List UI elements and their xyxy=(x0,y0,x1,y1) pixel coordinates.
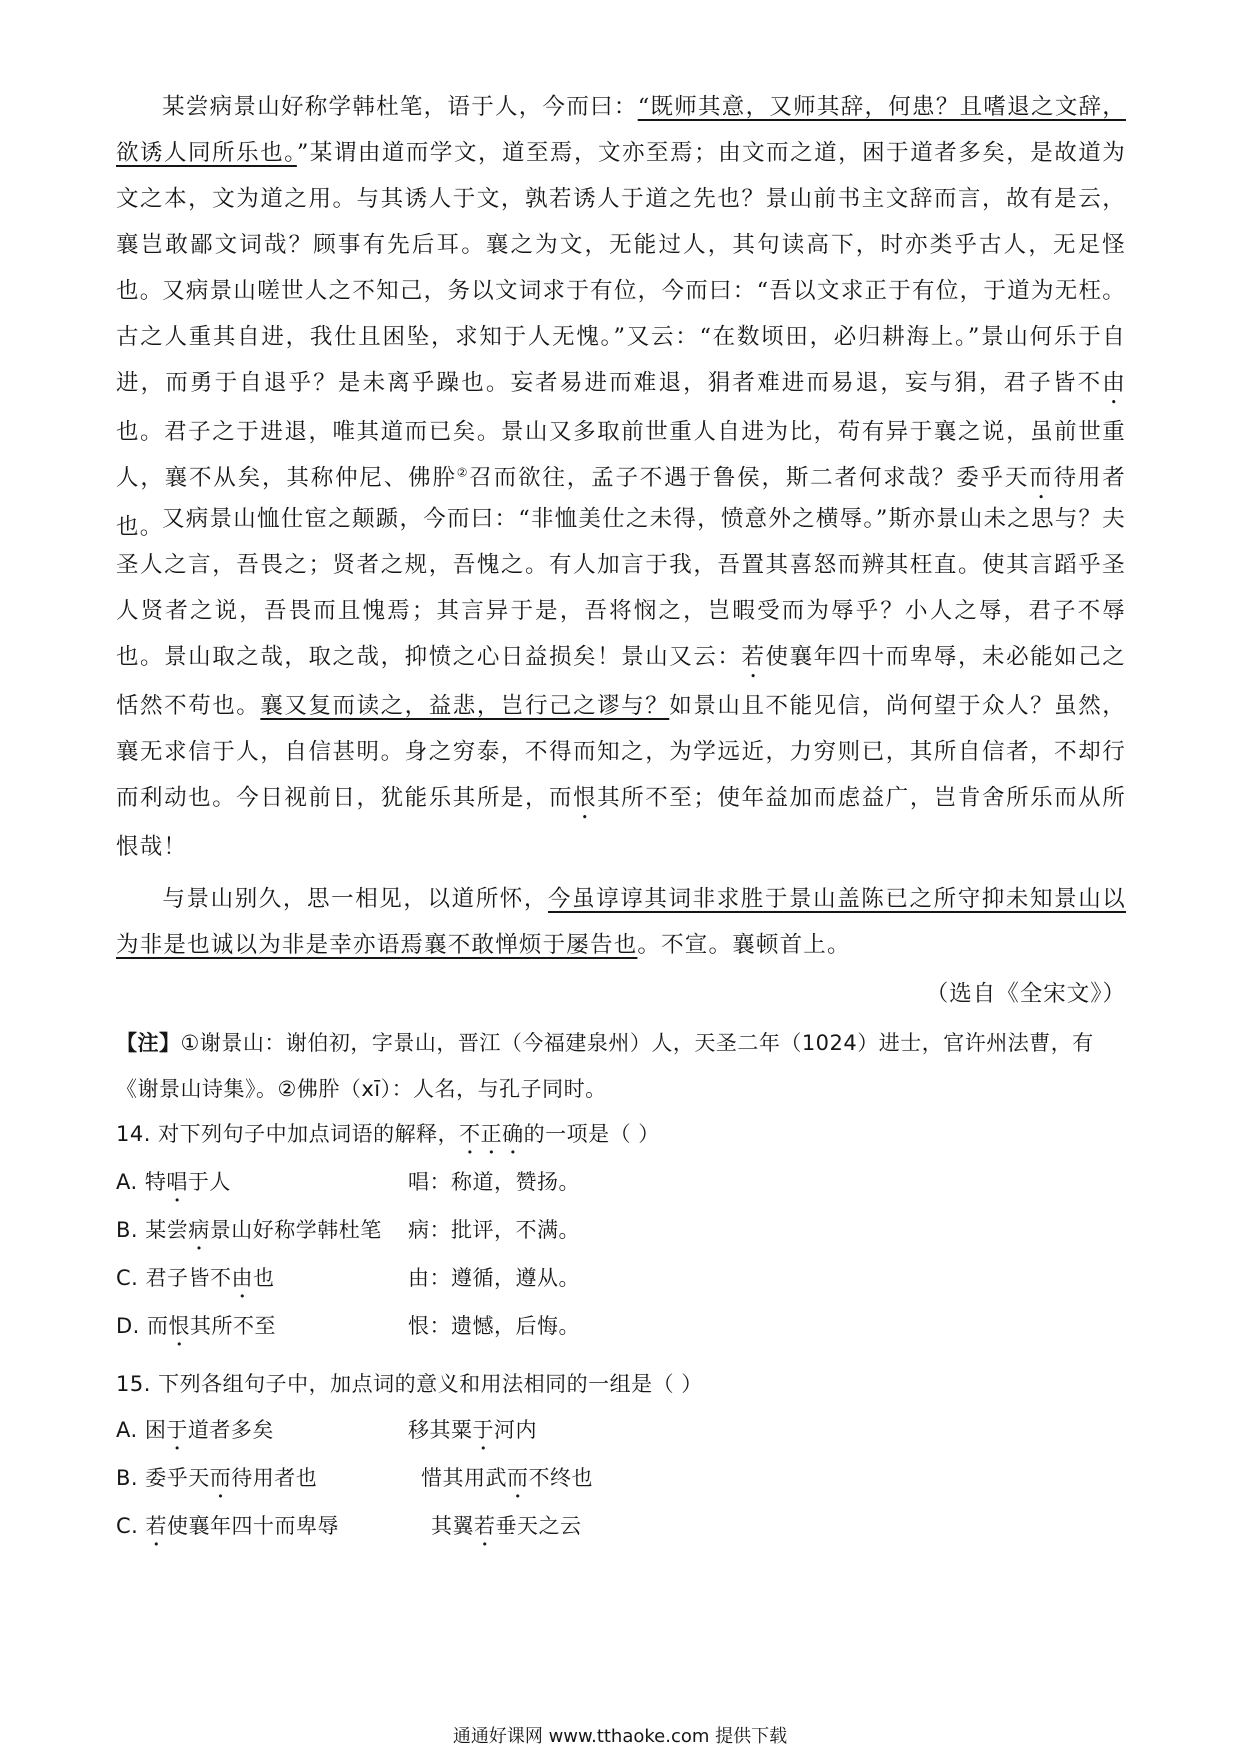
option-text: 待用者也 xyxy=(231,1466,318,1490)
text-run: ”某谓由道而学文，道至焉，文亦至焉；由文而之道，困于道者多矣，是故道为文之本，文为道之用。与其诱人于文，孰若诱人于道之先也？景山前书主文辞而言，故有是云，襄岂敢鄙文词哉？顾事有先后耳。襄之为文，无能过人，其句读高下，时亦类乎古人，无足怪也。 xyxy=(116,140,1126,304)
q15-option-c xyxy=(116,1510,582,1551)
dotted-character: 若 xyxy=(145,1514,168,1538)
dotted-character: 而 xyxy=(507,1466,529,1490)
dotted-character: 若 xyxy=(474,1514,496,1538)
option-text: 于人 xyxy=(187,1170,231,1194)
text-run: 又病景山恤仕宦之颠踬，今而曰：“非恤美仕之未得，愤意外之横辱。”斯亦景山未之思与？夫圣人之言，吾畏之；贤者之规，吾愧之。有人加言于我，吾置其喜怒而辨其枉直。使其言蹈乎圣人贤者之说，吾畏而且愧焉；其言异于是，吾将悯之，岂暇受而为辱乎？小人之辱，君子不辱也。景山取之哉，取之哉，抑愤之心日益损矣！景山又云： xyxy=(116,506,1126,670)
text-run: 又病景山嗟世人之不知己，务以文词求于有位，今而曰：“吾以文求正于有位，于道为无枉。古之人重其自进，我仕且困坠，求知于人无愧。”又云：“在数顷田，必归耕海上。”景山何乐于自进，而勇于自退乎？是未离乎躁也。妄者易进而难退，狷者难进而易退，妄与狷，君子皆不 xyxy=(116,278,1126,396)
text-run: 使襄年四十而卑辱，未必能如己之恬然不苟也。 xyxy=(116,644,1126,719)
option-text: 不终也 xyxy=(528,1466,593,1490)
footnote xyxy=(116,1020,1126,1112)
option-text: 特 xyxy=(144,1170,167,1194)
option-text: 委乎天 xyxy=(145,1466,210,1490)
option-letter: A. xyxy=(116,1170,138,1194)
option-text: 而 xyxy=(147,1314,169,1338)
dotted-character: 由 xyxy=(1102,370,1126,396)
text-run: 。不宣。襄顿首上。 xyxy=(637,932,851,958)
option-text: 君子皆不 xyxy=(145,1266,232,1290)
option-letter: D. xyxy=(116,1314,140,1338)
footnote-label: 【注】 xyxy=(116,1031,181,1055)
option-text: 景山好称学韩杜笔 xyxy=(209,1218,382,1242)
option-text: 也 xyxy=(253,1266,275,1290)
option-text: 使襄年四十而卑辱 xyxy=(167,1514,340,1538)
question-14-stem xyxy=(116,1118,660,1159)
option-letter: B. xyxy=(116,1466,139,1490)
option-explanation: 唱：称道，赞扬。 xyxy=(408,1170,580,1194)
q15-option-a xyxy=(116,1414,537,1455)
underlined-sentence: 今虽谆谆其词非求胜于景山盖陈已之所守抑未知景山以为非是也诚以为非是幸亦语焉襄不敢惮烦于屡告也 xyxy=(116,886,1126,958)
dotted-character: 于 xyxy=(166,1418,188,1442)
dotted-character: 于 xyxy=(472,1418,494,1442)
text-run: 待用者也。 xyxy=(116,465,1126,540)
passage-paragraph-3 xyxy=(116,496,1126,870)
text-run: 某尝病景山好称学韩杜笔，语于人，今而曰： xyxy=(162,94,638,120)
text-run: 与景山别久，思一相见，以道所怀， xyxy=(162,886,548,912)
dotted-character: 由 xyxy=(231,1266,254,1290)
text-run: 召而欲往，孟子不遇于鲁侯，斯二者何求哉？委乎天 xyxy=(469,465,1030,491)
option-text: 河内 xyxy=(494,1418,537,1442)
text-run: 也。君子之于进退，唯其道而已矣。景山又多取前世重人自进为比，苟有异于襄之说，虽前世重人，襄不从矣，其称仲尼、佛肸 xyxy=(116,419,1126,491)
option-text: 移其粟 xyxy=(408,1418,473,1442)
q14-option-c xyxy=(116,1262,580,1303)
option-explanation: 由：遵循，遵从。 xyxy=(408,1266,580,1290)
dotted-phrase: 不正确 xyxy=(459,1122,524,1146)
dotted-character: 而 xyxy=(209,1466,232,1490)
option-letter: C. xyxy=(116,1514,139,1538)
question-15-stem: 15. 下列各组句子中，加点词的意义和用法相同的一组是（ ） xyxy=(116,1372,703,1396)
underlined-sentence: “既师其意，又师其辞，何患？且嗜退之文辞，欲诱人同所乐也。 xyxy=(116,94,1126,166)
q14-option-d xyxy=(116,1310,580,1351)
stem-text: 的一项是（ ） xyxy=(523,1122,660,1146)
option-text: 其所不至 xyxy=(190,1314,277,1338)
option-text: 道者多矣 xyxy=(187,1418,274,1442)
q14-option-a xyxy=(116,1166,580,1207)
option-letter: C. xyxy=(116,1266,139,1290)
option-explanation: 病：批评，不满。 xyxy=(408,1218,580,1242)
footnote-text: ①谢景山：谢伯初，字景山，晋江（今福建泉州）人，天圣二年（1024）进士，官许州法曹，有《谢景山诗集》。②佛肸（xī）：人名，与孔子同时。 xyxy=(116,1031,1094,1101)
dotted-character: 唱 xyxy=(166,1170,188,1194)
option-text: 困 xyxy=(144,1418,167,1442)
dotted-character: 病 xyxy=(188,1218,210,1242)
option-explanation: 恨：遗憾，后悔。 xyxy=(408,1314,580,1338)
dotted-character: 恨 xyxy=(573,785,598,811)
option-letter: B. xyxy=(116,1218,139,1242)
page-footer: 通通好课网 www.tthaoke.com 提供下载 xyxy=(452,1726,788,1747)
dotted-character: 若 xyxy=(741,644,766,670)
option-text: 惜其用武 xyxy=(421,1466,507,1490)
stem-text: 14. 对下列句子中加点词语的解释， xyxy=(116,1122,460,1146)
passage-paragraph-4 xyxy=(116,876,1126,968)
q15-option-b xyxy=(116,1462,593,1503)
option-letter: A. xyxy=(116,1418,138,1442)
passage-source: （选自《全宋文》） xyxy=(925,981,1126,1007)
text-run: 其所不至；使年益加而虑益广，岂肯舍所乐而从所恨哉！ xyxy=(116,785,1126,860)
footnote-marker: ② xyxy=(456,465,470,480)
text-run: 如景山且不能见信，尚何望于众人？虽然，襄无求信于人，自信甚明。身之穷泰，不得而知之，为学远近，力穷则已，其所自信者，不却行而利动也。今日视前日，犹能乐其所是，而 xyxy=(116,693,1126,811)
option-text: 某尝 xyxy=(145,1218,189,1242)
dotted-character: 恨 xyxy=(168,1314,191,1338)
underlined-sentence: 襄又复而读之，益悲，岂行己之谬与？ xyxy=(260,693,670,719)
dotted-character: 而 xyxy=(1029,465,1054,491)
option-text: 其翼 xyxy=(431,1514,474,1538)
q14-option-b xyxy=(116,1214,580,1255)
option-text: 垂天之云 xyxy=(495,1514,582,1538)
